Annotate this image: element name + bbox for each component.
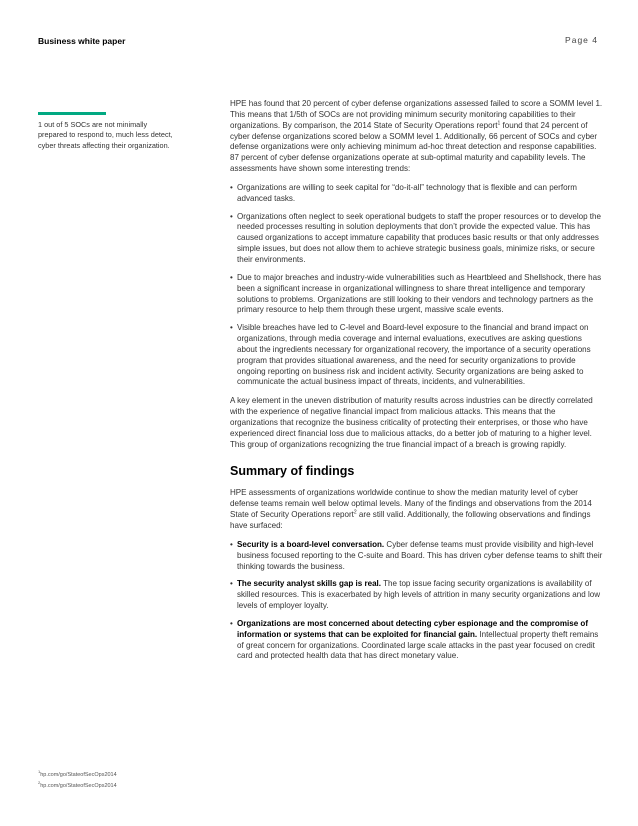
page-number: Page 4 — [565, 35, 598, 45]
findings-list — [230, 540, 604, 662]
finding-title: Organizations are most concerned about detecting cyber espionage and the compromise of information or systems that can be exploited for financial gain. — [237, 618, 589, 639]
callout-text: 1 out of 5 SOCs are not minimally prepared to respond to, much less detect, cyber threats affecting their organization. — [38, 120, 173, 150]
finding-title: Security is a board-level conversation. — [237, 539, 385, 549]
list-item — [230, 540, 604, 573]
document-title: Business white paper — [38, 36, 126, 46]
finding-text: The top issue facing security organizations is availability of skilled resources. This is exacerbated by high levels of attrition in many security organizations and low levels of employer loyalty. — [237, 579, 601, 611]
intro-text-part1: HPE has found that 20 percent of cyber defense organizations assessed failed to score a SOMM level 1. This means that 1/5th of SOCs are not providing minimum security monitoring capabilities to their organizations. By comparison, the 2014 State of Security Operations report — [230, 99, 603, 130]
sidebar-callout — [38, 112, 178, 151]
maturity-paragraph: A key element in the uneven distribution of maturity results across industries can be directly correlated with the experience of negative financial impact from malicious attacks. This means that the organizations that recognize the business criticality of protecting their enterprises, or those who have experienced direct financial loss due to malicious attacks, do a better job of maturing to a higher level. This group of organizations recognizing the true financial impact of a breach is growing rapidly. — [230, 396, 593, 449]
finding-text: Cyber defense teams must provide visibility and high-level business focused reporting to the C-suite and Board. This has driven cyber defense teams to shift their thinking towards the business. — [237, 539, 603, 571]
list-item: • Organizations are willing to seek capital for “do-it-all” technology that is flexible and can perform advanced tasks. — [230, 183, 604, 205]
intro-text-part2: found that 24 percent of cyber defense organizations scored below a SOMM level 1. Additionally, 66 percent of SOCs and cyber defense organizations were only achieving minimum ad-hoc threat detection and response capabilities. 87 percent of cyber defense organizations operate at sub-optimal maturity and capability levels. The assessments have shown some interesting trends: — [230, 120, 598, 174]
footnote — [38, 769, 117, 778]
summary-paragraph — [230, 488, 604, 531]
list-item: • Due to major breaches and industry-wide vulnerabilities such as Heartbleed and Shellshock, there has been a significant increase in organizational willingness to share threat intelligence and temporary solutions to problems. Organizations are still looking to their vendors and technology partners as the primary resource to help them through these urgent, massive scale events. — [230, 273, 604, 316]
footnote-ref-1: 1 — [497, 120, 501, 127]
footnote-number: 2 — [38, 780, 41, 786]
footnote-ref-2: 2 — [353, 509, 357, 516]
footnote — [38, 780, 117, 789]
list-item: • Visible breaches have led to C-level and Board-level exposure to the financial and brand impact on organizations, through media coverage and internal evaluations, executives are asking questions about the ingredients necessary for organizational recovery, the importance of a security operations program that provides situational awareness, and the need for security organizations to provide ongoing reporting on business risk and incident activity. Security organizations are being asked to communicate the actual business impact of threats, incidents, and vulnerabilities. — [230, 323, 604, 388]
main-content — [230, 99, 604, 670]
finding-title: The security analyst skills gap is real. — [237, 579, 382, 589]
list-item — [230, 619, 604, 662]
summary-text-part2: are still valid. Additionally, the following observations and findings have surfaced: — [230, 510, 591, 530]
trends-list — [230, 183, 604, 388]
intro-paragraph — [230, 99, 604, 175]
list-item — [230, 579, 604, 612]
list-item: • Organizations often neglect to seek operational budgets to staff the proper resources or to develop the needed processes resulting in solution deployments that don’t provide the expected value. This has caused organizations to accept immature capability that produces basic results or that only addresses simple issues, but does not allow them to achieve strategic business goals, minimize risks, or secure their environments. — [230, 212, 604, 266]
accent-rule — [38, 112, 106, 115]
footnotes — [38, 769, 117, 794]
footnote-number: 1 — [38, 769, 41, 775]
footnote-link[interactable]: hp.com/go/StateofSecOps2014 — [40, 783, 117, 789]
summary-text-part1: HPE assessments of organizations worldwide continue to show the median maturity level of cyber defense teams remain well below optimal levels. Many of the findings and observations from the 2014 State of Security Operations report — [230, 488, 592, 520]
finding-text: Intellectual property theft remains of great concern for organizations. Coordinated large scale attacks in the past year focused on credit card and protected health data that has direct monetary value. — [237, 629, 599, 661]
section-heading: Summary of findings — [230, 464, 355, 479]
footnote-link[interactable]: hp.com/go/StateofSecOps2014 — [40, 772, 117, 778]
